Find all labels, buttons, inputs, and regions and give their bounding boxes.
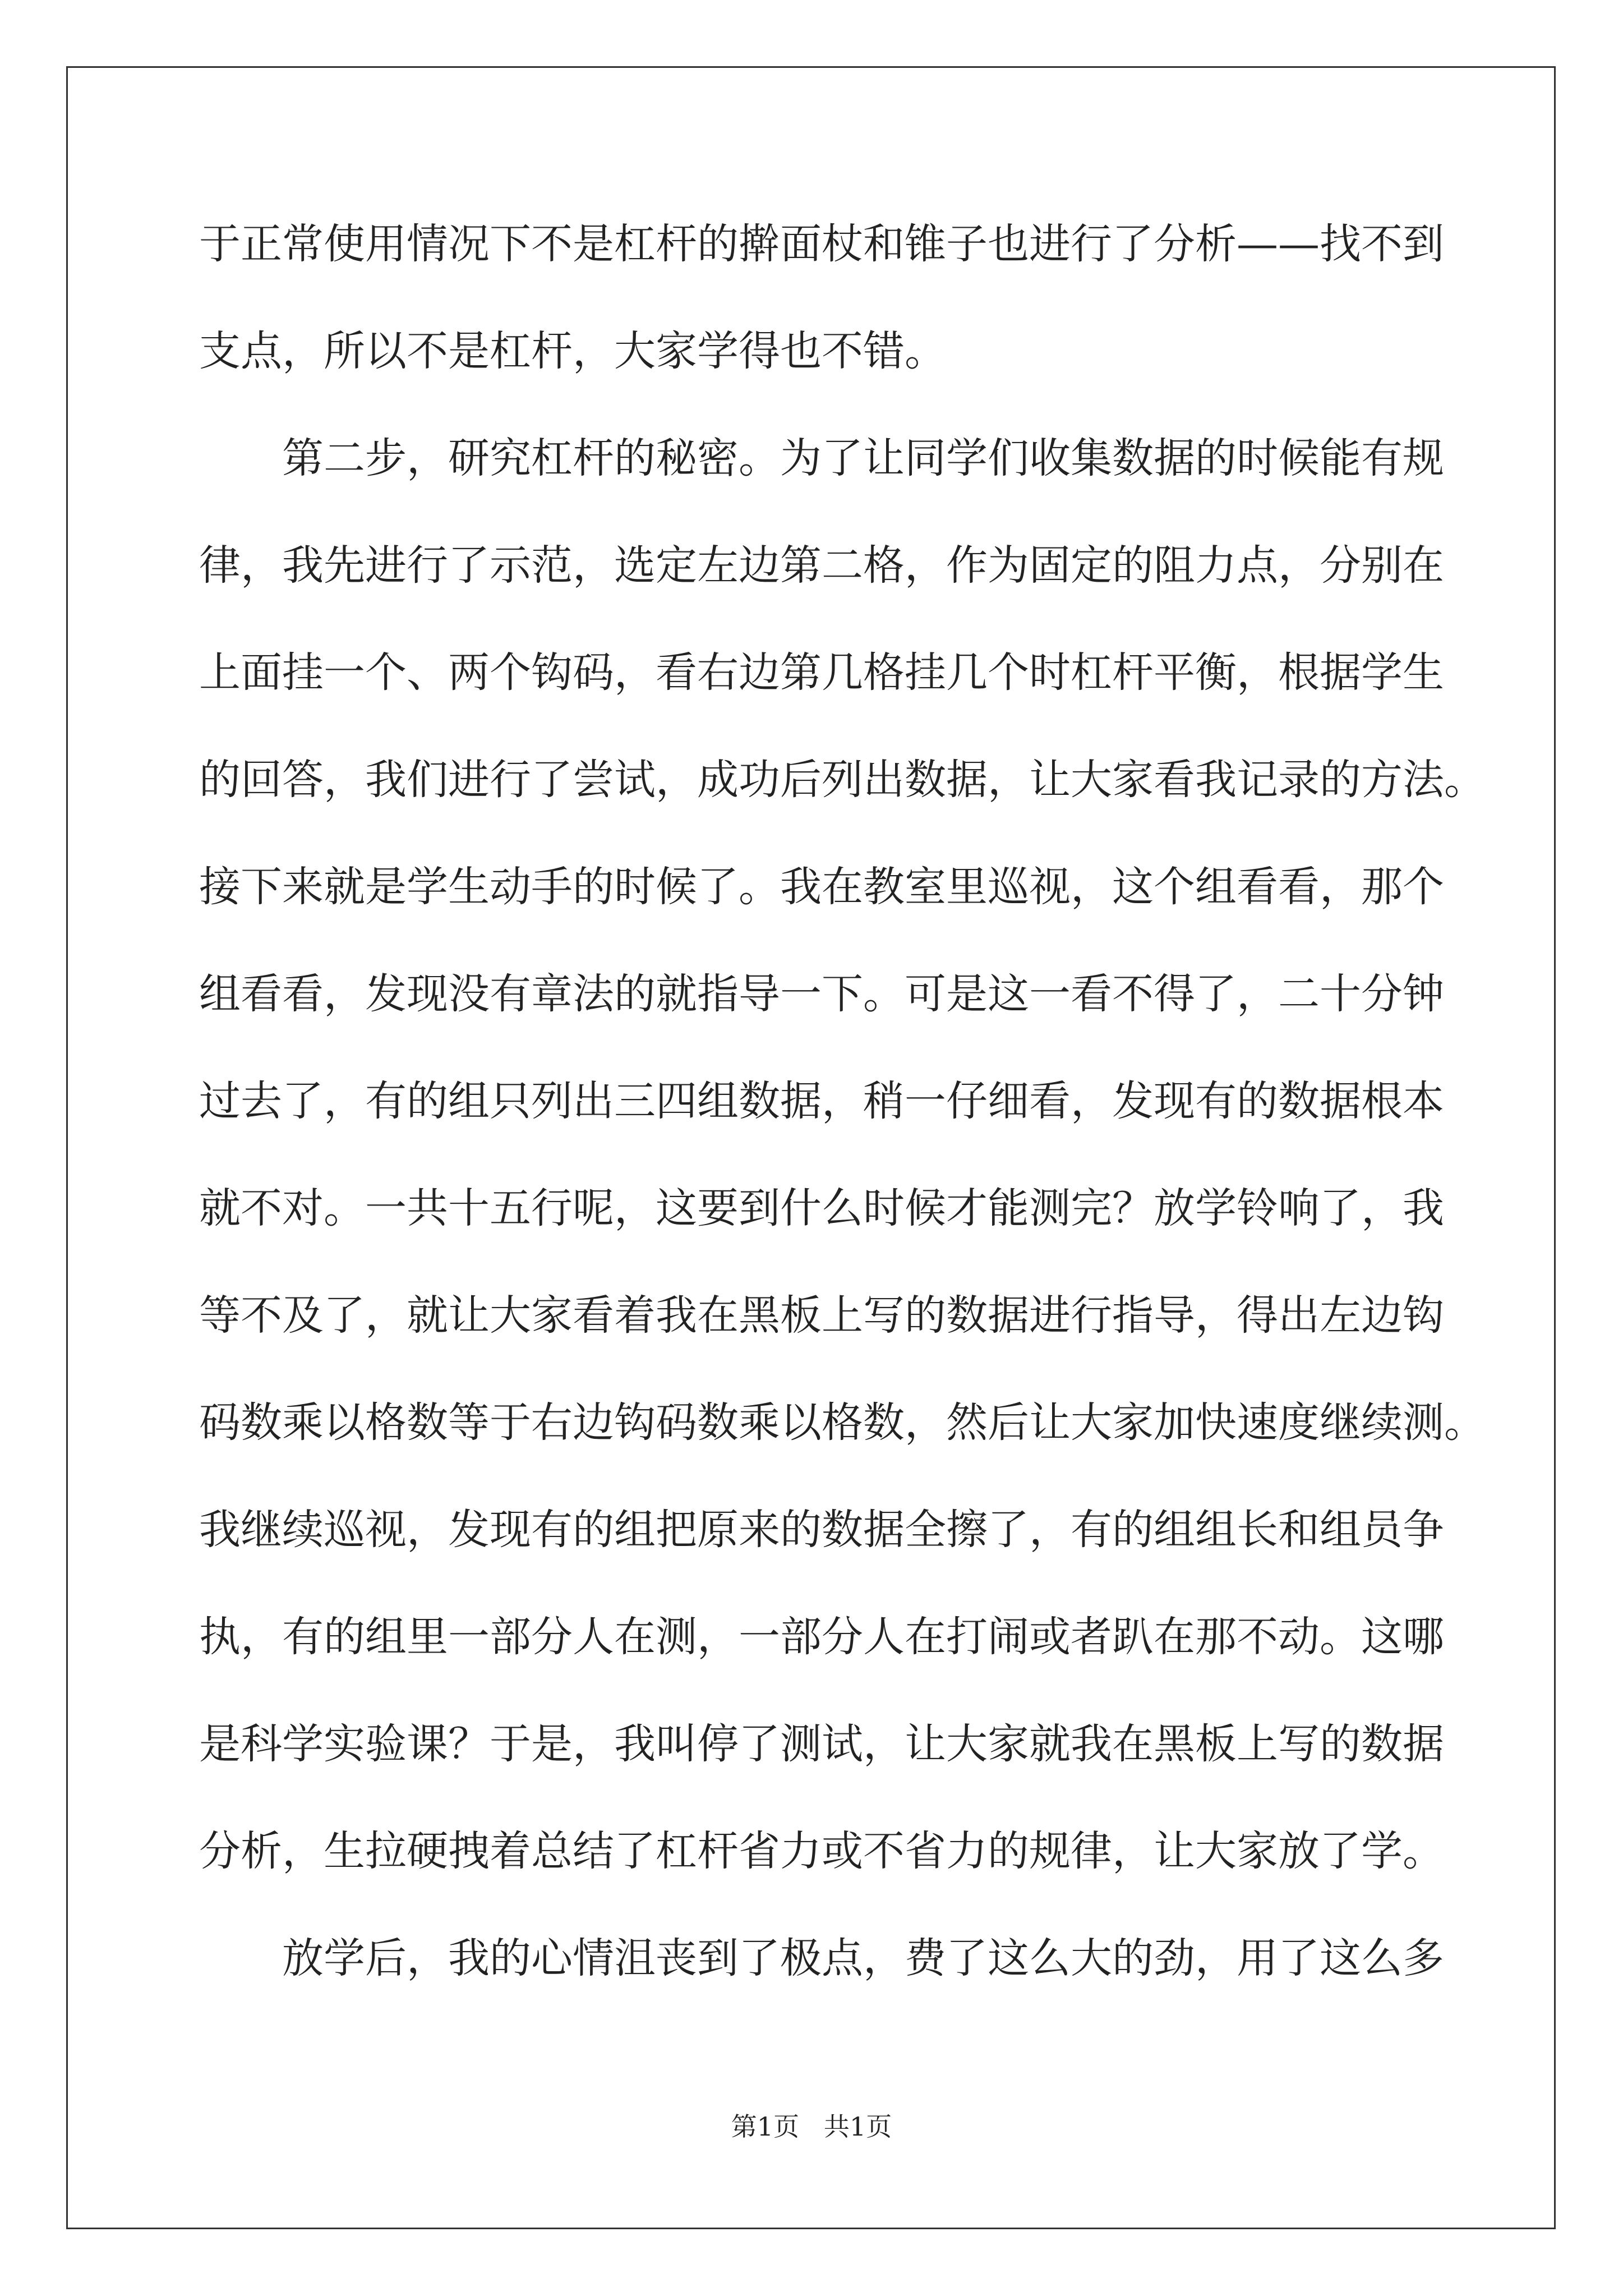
text-line: 上面挂一个、两个钩码，看右边第几格挂几个时杠杆平衡，根据学生 xyxy=(199,648,1444,697)
text-line: 码数乘以格数等于右边钩码数乘以格数，然后让大家加快速度继续测。 xyxy=(199,1398,1486,1447)
text-line: 支点，所以不是杠杆，大家学得也不错。 xyxy=(199,327,946,375)
text-line: 就不对。一共十五行呢，这要到什么时候才能测完？放学铃响了，我 xyxy=(199,1184,1444,1232)
text-line: 第二步，研究杠杆的秘密。为了让同学们收集数据的时候能有规 xyxy=(282,434,1444,482)
text-line: 放学后，我的心情沮丧到了极点，费了这么大的劲，用了这么多 xyxy=(282,1934,1444,1982)
text-line: 组看看，发现没有章法的就指导一下。可是这一看不得了，二十分钟 xyxy=(199,970,1444,1018)
text-line: 于正常使用情况下不是杠杆的擀面杖和锥子也进行了分析——找不到 xyxy=(199,220,1444,268)
text-line: 接下来就是学生动手的时候了。我在教室里巡视，这个组看看，那个 xyxy=(199,863,1444,911)
text-line: 我继续巡视，发现有的组把原来的数据全擦了，有的组组长和组员争 xyxy=(199,1506,1444,1554)
text-line: 过去了，有的组只列出三四组数据，稍一仔细看，发现有的数据根本 xyxy=(199,1077,1444,1125)
text-line: 等不及了，就让大家看着我在黑板上写的数据进行指导，得出左边钩 xyxy=(199,1291,1444,1340)
text-line: 律，我先进行了示范，选定左边第二格，作为固定的阻力点，分别在 xyxy=(199,541,1444,590)
text-line: 分析，生拉硬拽着总结了杠杆省力或不省力的规律，让大家放了学。 xyxy=(199,1827,1444,1875)
document-body xyxy=(199,210,1486,2032)
text-line: 执，有的组里一部分人在测，一部分人在打闹或者趴在那不动。这哪 xyxy=(199,1613,1444,1661)
text-line: 是科学实验课？于是，我叫停了测试，让大家就我在黑板上写的数据 xyxy=(199,1720,1444,1768)
page-footer: 第1页 共1页 xyxy=(731,2111,892,2142)
text-line: 的回答，我们进行了尝试，成功后列出数据，让大家看我记录的方法。 xyxy=(199,756,1486,804)
